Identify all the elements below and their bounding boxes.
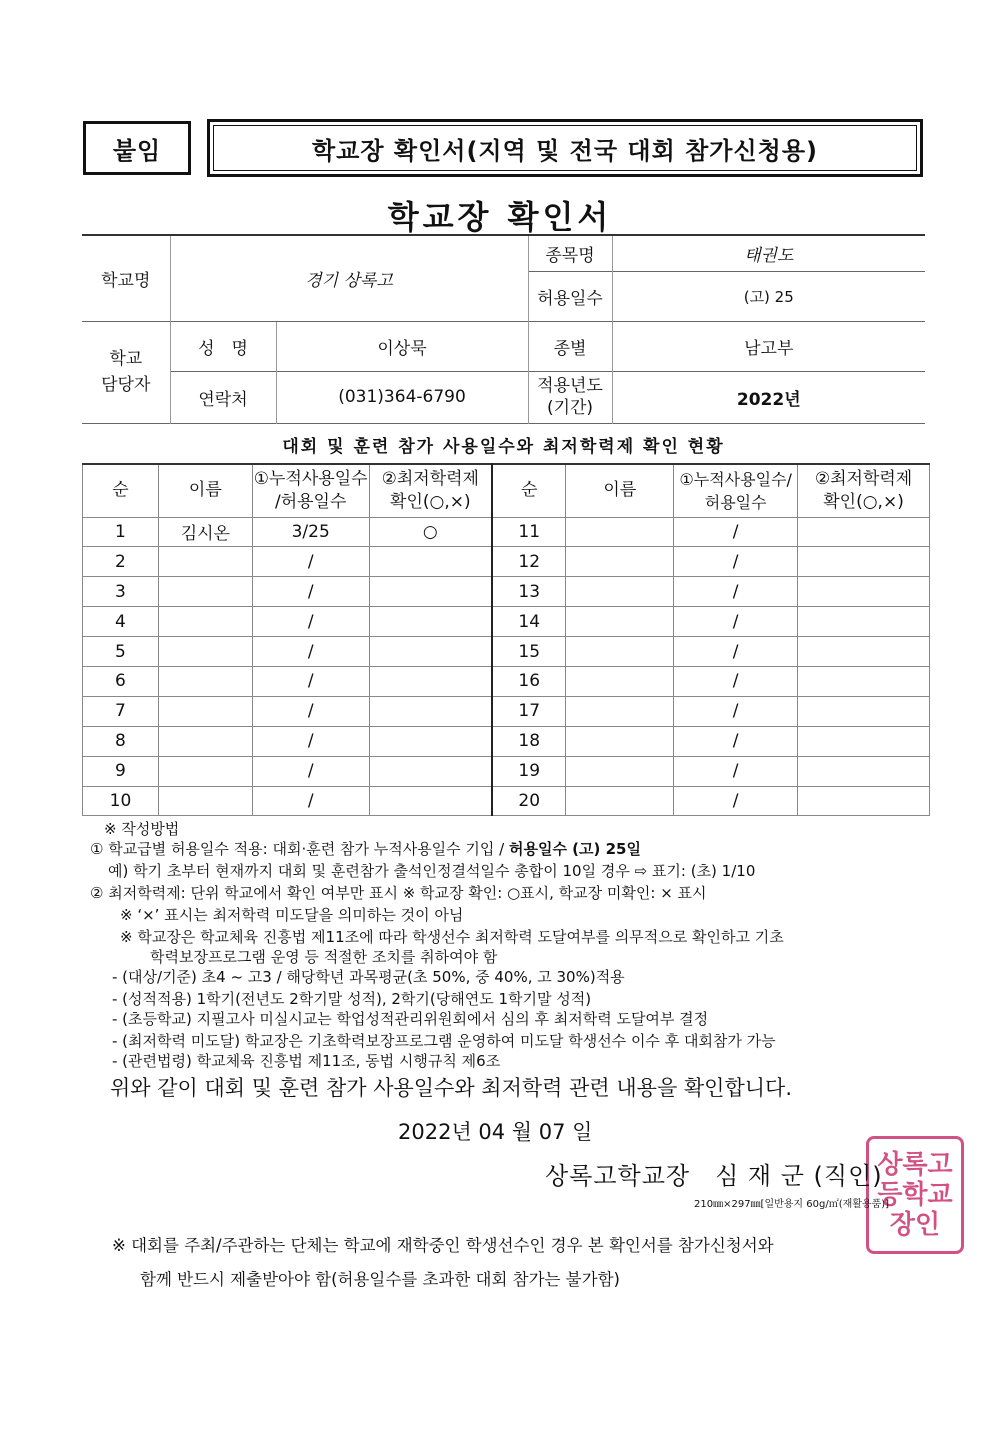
footer-line-1: ※ 대회를 주최/주관하는 단체는 학교에 재학중인 학생선수인 경우 본 확인서를 참가신청서와	[112, 1236, 774, 1255]
row-number: 1	[83, 517, 159, 547]
form-title: 학교장 확인서(지역 및 전국 대회 참가신청용)	[311, 136, 819, 165]
table-row	[83, 577, 930, 607]
row-min-academic-right	[798, 786, 930, 816]
row-name-right	[566, 726, 674, 756]
row-number-right: 12	[492, 547, 566, 577]
row-used-days: /	[252, 637, 369, 667]
detail-2: - (성적적용) 1학기(전년도 2학기말 성적), 2학기(당해연도 1학기말 성적)	[112, 990, 592, 1008]
table-row	[83, 547, 930, 577]
table-row	[83, 756, 930, 786]
confirm-text: 위와 같이 대회 및 훈련 참가 사용일수와 최저학력 관련 내용을 확인합니다.	[110, 1076, 793, 1100]
row-number: 3	[83, 577, 159, 607]
row-used-days: /	[252, 696, 369, 726]
category-value: 남고부	[612, 321, 925, 371]
row-min-academic	[369, 666, 492, 696]
row-name	[158, 577, 252, 607]
table-row	[83, 637, 930, 667]
note-1-bold: 허용일수 (고) 25일	[509, 840, 641, 858]
contact-value: (031)364-6790	[276, 371, 528, 423]
name-label: 성 명	[170, 321, 276, 371]
attach-label: 붙임	[112, 136, 162, 165]
row-number: 6	[83, 666, 159, 696]
row-name	[158, 756, 252, 786]
row-number-right: 20	[492, 786, 566, 816]
row-name	[158, 607, 252, 637]
note-3: ※ ‘×’ 표시는 최저학력 미도달을 의미하는 것이 아님	[120, 906, 464, 924]
row-number-right: 14	[492, 607, 566, 637]
row-number-right: 11	[492, 517, 566, 547]
table-row	[83, 666, 930, 696]
table-row	[83, 517, 930, 547]
allowed-days-label: 허용일수	[528, 271, 612, 321]
category-label: 종별	[528, 321, 612, 371]
row-used-days-right: /	[674, 577, 798, 607]
row-number-right: 17	[492, 696, 566, 726]
row-used-days: /	[252, 607, 369, 637]
row-name	[158, 666, 252, 696]
row-number: 9	[83, 756, 159, 786]
row-used-days-right: /	[674, 756, 798, 786]
footer-line-2: 함께 반드시 제출받아야 함(허용일수를 초과한 대회 참가는 불가함)	[140, 1270, 620, 1289]
paper-spec: 210㎜×297㎜[일반용지 60g/㎡(재활용품)]	[694, 1199, 890, 1210]
row-name-right	[566, 637, 674, 667]
note-1	[90, 840, 641, 859]
row-used-days-right: /	[674, 726, 798, 756]
row-name: 김시온	[158, 517, 252, 547]
row-min-academic-right	[798, 696, 930, 726]
note-1-example: 예) 학기 초부터 현재까지 대회 및 훈련참가 출석인정결석일수 총합이 10일 경우 ⇨ 표기: (초) 1/10	[108, 862, 756, 880]
row-name-right	[566, 547, 674, 577]
row-used-days: /	[252, 756, 369, 786]
row-number-right: 19	[492, 756, 566, 786]
row-min-academic-right	[798, 517, 930, 547]
row-used-days: /	[252, 726, 369, 756]
row-name-right	[566, 607, 674, 637]
row-number: 8	[83, 726, 159, 756]
row-used-days: /	[252, 666, 369, 696]
row-min-academic-right	[798, 577, 930, 607]
row-used-days-right: /	[674, 517, 798, 547]
row-min-academic: ○	[369, 517, 492, 547]
year-value: 2022년	[612, 371, 925, 423]
row-min-academic-right	[798, 637, 930, 667]
row-name-right	[566, 696, 674, 726]
row-min-academic	[369, 696, 492, 726]
row-min-academic-right	[798, 726, 930, 756]
detail-5: - (관련법령) 학교체육 진흥법 제11조, 동법 시행규칙 제6조	[112, 1052, 501, 1070]
document-title: 학교장 확인서	[387, 198, 613, 236]
note-2: ② 최저학력제: 단위 학교에서 확인 여부만 표시 ※ 학교장 확인: ○표시, 학교장 미확인: × 표시	[90, 884, 707, 902]
row-number-right: 15	[492, 637, 566, 667]
row-min-academic-right	[798, 607, 930, 637]
attach-label-box	[83, 121, 191, 175]
header-used-days-right: ①누적사용일수/ 허용일수	[674, 464, 798, 517]
name-value: 이상묵	[276, 321, 528, 371]
section-title: 대회 및 훈련 참가 사용일수와 최저학력제 확인 현황	[282, 437, 725, 457]
row-min-academic-right	[798, 756, 930, 786]
table-row	[83, 607, 930, 637]
info-table	[82, 234, 925, 424]
row-number: 2	[83, 547, 159, 577]
table-row	[83, 696, 930, 726]
row-name	[158, 547, 252, 577]
note-4b: 학력보장프로그램 운영 등 적절한 조치를 취하여야 함	[150, 948, 498, 966]
row-min-academic	[369, 726, 492, 756]
row-number-right: 16	[492, 666, 566, 696]
row-name-right	[566, 577, 674, 607]
row-used-days-right: /	[674, 547, 798, 577]
row-number-right: 13	[492, 577, 566, 607]
table-row	[83, 726, 930, 756]
allowed-days-value: (고) 25	[612, 271, 925, 321]
detail-1: - (대상/기준) 초4 ~ 고3 / 해당학년 과목평균(초 50%, 중 40%, 고 30%)적용	[112, 968, 625, 986]
row-used-days-right: /	[674, 607, 798, 637]
row-min-academic	[369, 637, 492, 667]
note-1-text: ① 학교급별 허용일수 적용: 대회·훈련 참가 누적사용일수 기입 /	[90, 840, 509, 858]
row-number: 10	[83, 786, 159, 816]
form-title-box	[207, 119, 923, 177]
row-used-days: /	[252, 786, 369, 816]
row-min-academic	[369, 547, 492, 577]
row-min-academic	[369, 756, 492, 786]
usage-table	[82, 463, 930, 816]
official-seal-icon: 상록고 등학교 장인	[866, 1136, 964, 1254]
notes-title: ※ 작성방법	[104, 820, 180, 838]
row-min-academic	[369, 577, 492, 607]
row-name-right	[566, 756, 674, 786]
row-number: 5	[83, 637, 159, 667]
row-name-right	[566, 666, 674, 696]
row-name	[158, 726, 252, 756]
header-min-academic: ②최저학력제 확인(○,×)	[369, 464, 492, 517]
header-name-right: 이름	[566, 464, 674, 517]
row-min-academic-right	[798, 547, 930, 577]
contact-label: 연락처	[170, 371, 276, 423]
event-value: 태권도	[612, 235, 925, 271]
row-used-days-right: /	[674, 666, 798, 696]
manager-label: 학교 담당자	[82, 321, 170, 423]
row-number-right: 18	[492, 726, 566, 756]
row-used-days: /	[252, 547, 369, 577]
header-name: 이름	[158, 464, 252, 517]
event-label: 종목명	[528, 235, 612, 271]
header-no-right: 순	[492, 464, 566, 517]
header-min-academic-right: ②최저학력제 확인(○,×)	[798, 464, 930, 517]
row-min-academic	[369, 786, 492, 816]
row-name-right	[566, 517, 674, 547]
row-name-right	[566, 786, 674, 816]
row-used-days-right: /	[674, 637, 798, 667]
row-name	[158, 786, 252, 816]
row-name	[158, 696, 252, 726]
row-min-academic	[369, 607, 492, 637]
detail-4: - (최저학력 미도달) 학교장은 기초학력보장프로그램 운영하여 미도달 학생선수 이수 후 대회참가 가능	[112, 1032, 776, 1050]
date-text: 2022년 04 월 07 일	[398, 1120, 593, 1144]
row-name	[158, 637, 252, 667]
row-used-days-right: /	[674, 696, 798, 726]
table-row	[83, 786, 930, 816]
header-used-days: ①누적사용일수 /허용일수	[252, 464, 369, 517]
row-number: 4	[83, 607, 159, 637]
school-label: 학교명	[101, 270, 151, 291]
row-number: 7	[83, 696, 159, 726]
row-used-days: /	[252, 577, 369, 607]
note-4a: ※ 학교장은 학교체육 진흥법 제11조에 따라 학생선수 최저학력 도달여부를 의무적으로 확인하고 기초	[120, 928, 784, 946]
row-min-academic-right	[798, 666, 930, 696]
year-label: 적용년도 (기간)	[528, 371, 612, 423]
header-no: 순	[83, 464, 159, 517]
signature: 상록고학교장 심 재 군 (직인)	[545, 1162, 883, 1190]
school-value: 경기 상록고	[170, 235, 528, 321]
detail-3: - (초등학교) 지필고사 미실시교는 학업성적관리위원회에서 심의 후 최저학력 도달여부 결정	[112, 1010, 709, 1028]
row-used-days-right: /	[674, 786, 798, 816]
row-used-days: 3/25	[252, 517, 369, 547]
